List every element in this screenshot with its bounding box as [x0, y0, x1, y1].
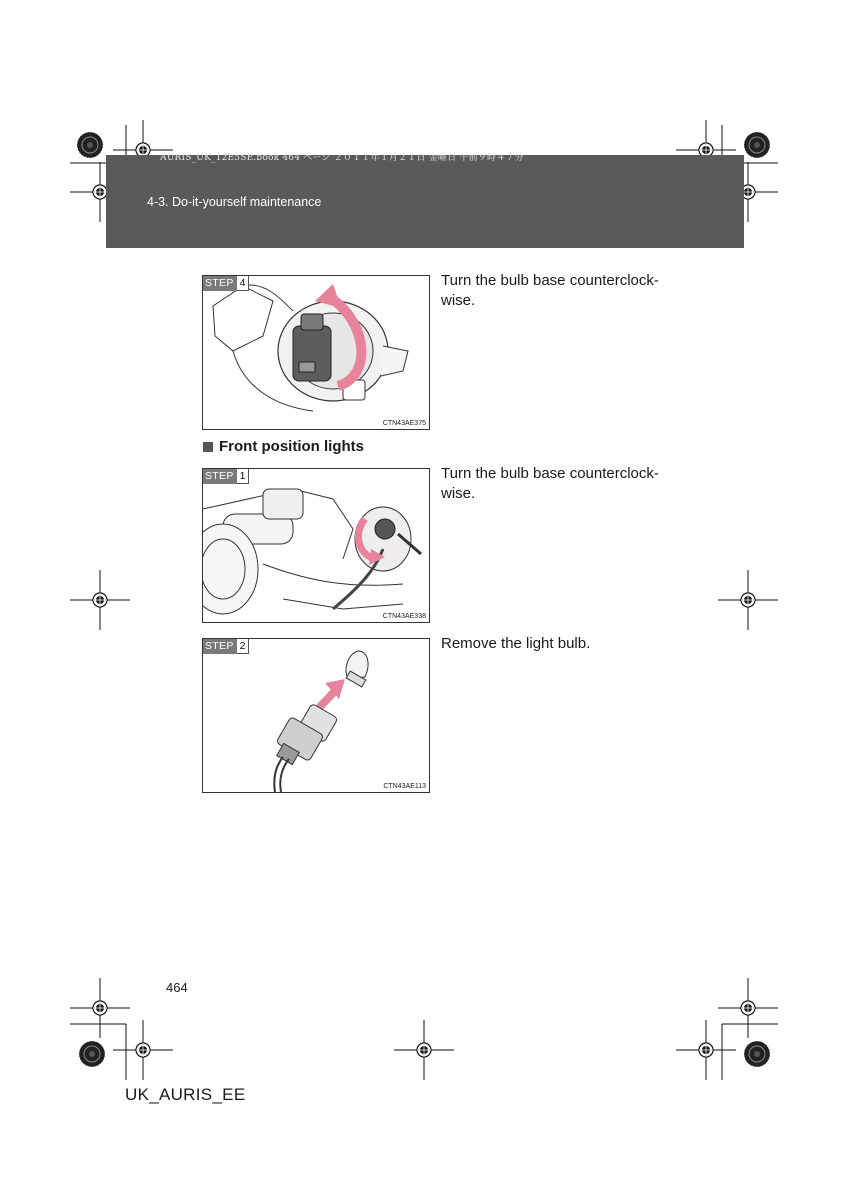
figure-step-4: [202, 275, 430, 430]
book-meta: AURIS_UK_12E5SE.book 464 ページ ２０１１年１月２１日 金曜日 午前９時４７分: [160, 153, 524, 163]
figure-step-2: [202, 638, 430, 793]
step-1-text: [441, 464, 681, 504]
figure-code: CTN43AE338: [382, 613, 426, 620]
step-badge: [203, 639, 249, 654]
figure-code: CTN43AE375: [382, 420, 426, 427]
section-title: 4-3. Do-it-yourself maintenance: [147, 195, 322, 209]
text-line: wise.: [441, 292, 476, 309]
text-line: wise.: [441, 485, 476, 502]
page-number: 464: [166, 980, 188, 995]
filled-square-icon: [203, 442, 213, 452]
text-line: Turn the bulb base counterclock-: [441, 465, 659, 482]
step-4-text: [441, 271, 681, 311]
subheading-label: Front position lights: [219, 438, 364, 455]
step-2-text: [441, 634, 681, 654]
headlight-housing-illustration: [203, 469, 429, 622]
step-word: STEP: [203, 469, 237, 484]
step-number: 2: [237, 639, 250, 654]
light-bulb-removal-illustration: [203, 639, 429, 792]
figure-code: CTN43AE113: [383, 783, 426, 790]
footer-code: UK_AURIS_EE: [125, 1085, 246, 1104]
text-line: Turn the bulb base counterclock-: [441, 272, 659, 289]
step-word: STEP: [203, 276, 237, 291]
text-line: Remove the light bulb.: [441, 635, 591, 652]
step-badge: [203, 469, 249, 484]
step-word: STEP: [203, 639, 237, 654]
bulb-base-illustration: [203, 276, 429, 429]
step-badge: [203, 276, 249, 291]
step-number: 1: [237, 469, 250, 484]
step-number: 4: [237, 276, 250, 291]
figure-step-1: [202, 468, 430, 623]
subheading: [203, 438, 364, 455]
